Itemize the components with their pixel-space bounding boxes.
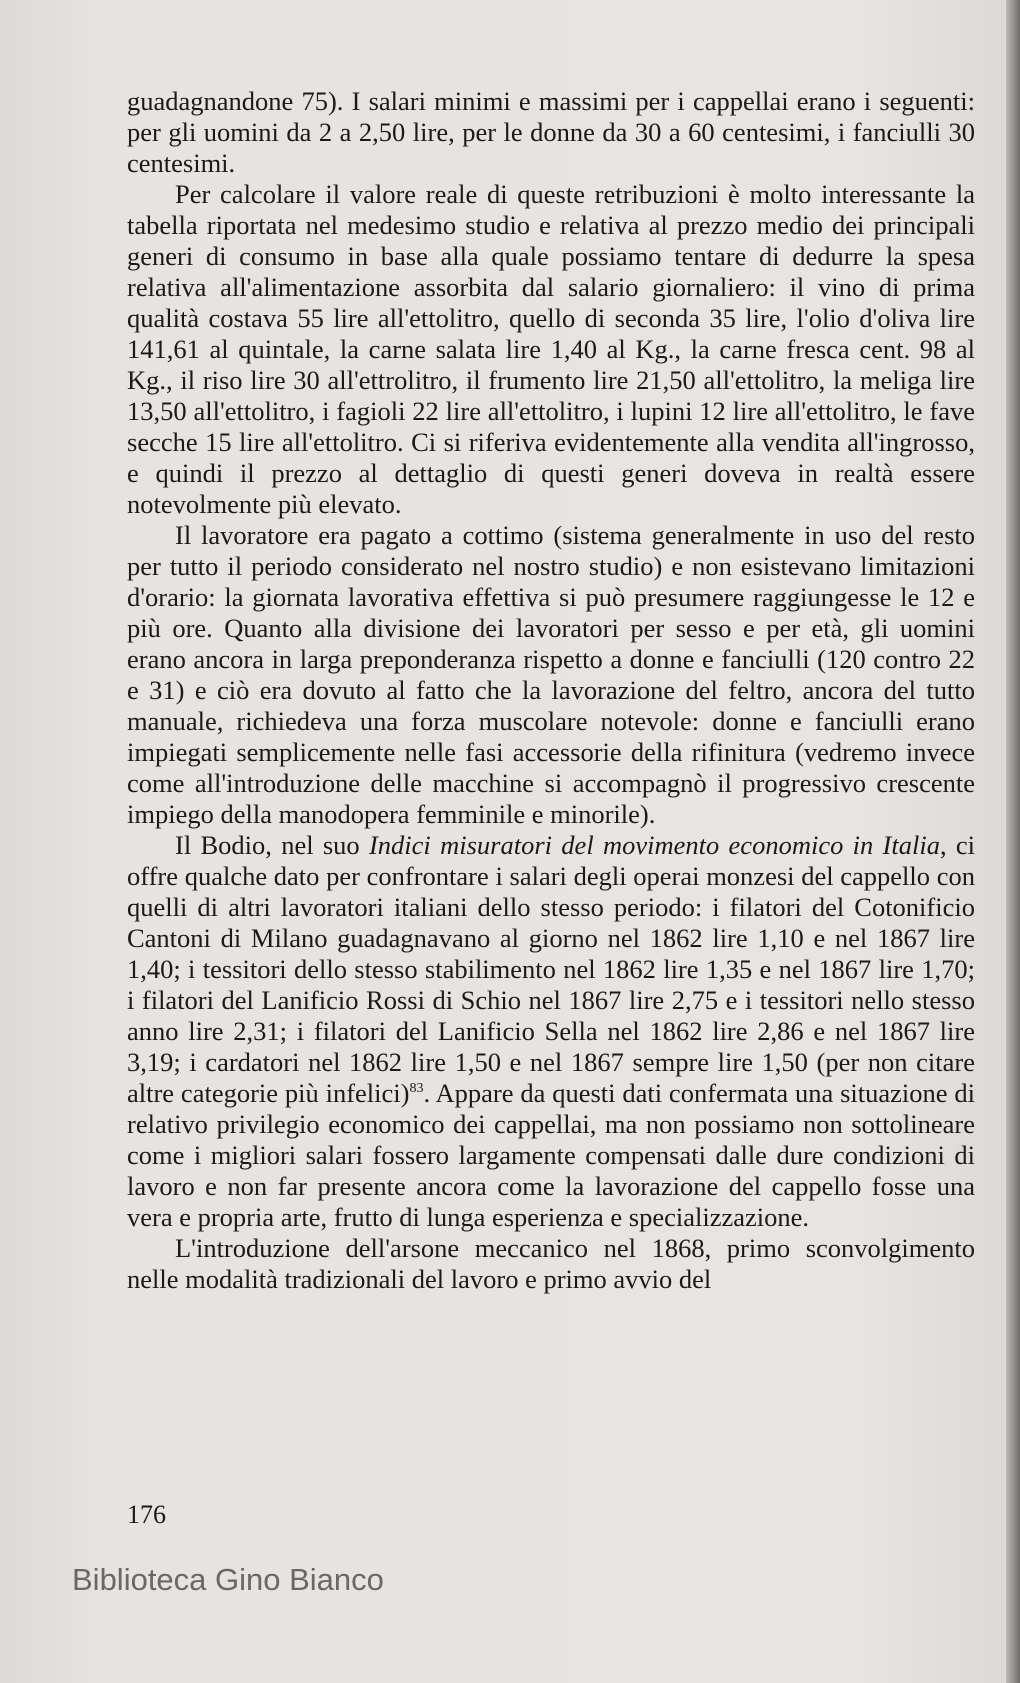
paragraph-4-intro: Il Bodio, nel suo <box>175 830 369 860</box>
paragraph-4-end: . Appare da questi dati confermata una situazione di relativo privilegio economico dei cappellai, ma non possiamo non sottolineare come i migliori salari fossero largamente compensati dalle dure condizioni di lavoro e non far presente ancora come la lavorazione del cappello fosse una vera e propria arte, frutto di lunga esperienza e specializzazione. <box>127 1078 975 1232</box>
paragraph-5: L'introduzione dell'arsone meccanico nel 1868, primo sconvolgimento nelle modalità tradizionali del lavoro e primo avvio del <box>127 1233 975 1294</box>
paragraph-2: Per calcolare il valore reale di queste retribuzioni è molto interessante la tabella riportata nel medesimo studio e relativa al prezzo medio dei principali generi di consumo in base alla quale possiamo tentare di dedurre la spesa relativa all'alimentazione assorbita dal salario giornaliero: il vino di prima qualità costava 55 lire all'ettolitro, quello di seconda 35 lire, l'olio d'oliva lire 141,61 al quintale, la carne salata lire 1,40 al Kg., la carne fresca cent. 98 al Kg., il riso lire 30 all'ettrolitro, il frumento lire 21,50 all'ettolitro, la meliga lire 13,50 all'ettolitro, i fagioli 22 lire all'ettolitro, i lupini 12 lire all'ettolitro, le fave secche 15 lire all'ettolitro. Ci si riferiva evidentemente alla vendita all'ingrosso, e quindi il prezzo al dettaglio di questi generi doveva in realtà essere notevolmente più elevato. <box>127 179 975 519</box>
library-watermark: Biblioteca Gino Bianco <box>72 1562 384 1597</box>
footnote-reference: 83 <box>409 1081 424 1097</box>
paragraph-4-body: , ci offre qualche dato per confrontare i salari degli operai monzesi del cappello con quelli di altri lavoratori italiani dello stesso periodo: i filatori del Cotonificio Cantoni di Milano guadagnavano al giorno nel 1862 lire 1,10 e nel 1867 lire 1,40; i tessitori dello stesso stabilimento nel 1862 lire 1,35 e nel 1867 lire 1,70; i filatori del Lanificio Rossi di Schio nel 1867 lire 2,75 e i tessitori nello stesso anno lire 2,31; i filatori del Lanificio Sella nel 1862 lire 2,86 e nel 1867 lire 3,19; i cardatori nel 1862 lire 1,50 e nel 1867 sempre lire 1,50 (per non citare altre categorie più infelici) <box>127 830 975 1108</box>
book-title-citation: Indici misuratori del movimento economico in Italia <box>368 830 940 860</box>
body-text <box>127 86 975 1295</box>
paragraph-1: guadagnandone 75). I salari minimi e massimi per i cappellai erano i seguenti: per gli uomini da 2 a 2,50 lire, per le donne da 30 a 60 centesimi, i fanciulli 30 centesimi. <box>127 86 975 178</box>
paragraph-3: Il lavoratore era pagato a cottimo (sistema generalmente in uso del resto per tutto il periodo considerato nel nostro studio) e non esistevano limitazioni d'orario: la giornata lavorativa effettiva si può presumere raggiungesse le 12 e più ore. Quanto alla divisione dei lavoratori per sesso e per età, gli uomini erano ancora in larga preponderanza rispetto a donne e fanciulli (120 contro 22 e 31) e ciò era dovuto al fatto che la lavorazione del feltro, ancora del tutto manuale, richiedeva una forza muscolare notevole: donne e fanciulli erano impiegati semplicemente nelle fasi accessorie della rifinitura (vedremo invece come all'introduzione delle macchine si accompagnò il progressivo crescente impiego della manodopera femminile e minorile). <box>127 520 975 829</box>
book-edge-shadow <box>1006 0 1020 1683</box>
page-number: 176 <box>127 1500 166 1529</box>
paragraph-4 <box>127 830 975 1233</box>
